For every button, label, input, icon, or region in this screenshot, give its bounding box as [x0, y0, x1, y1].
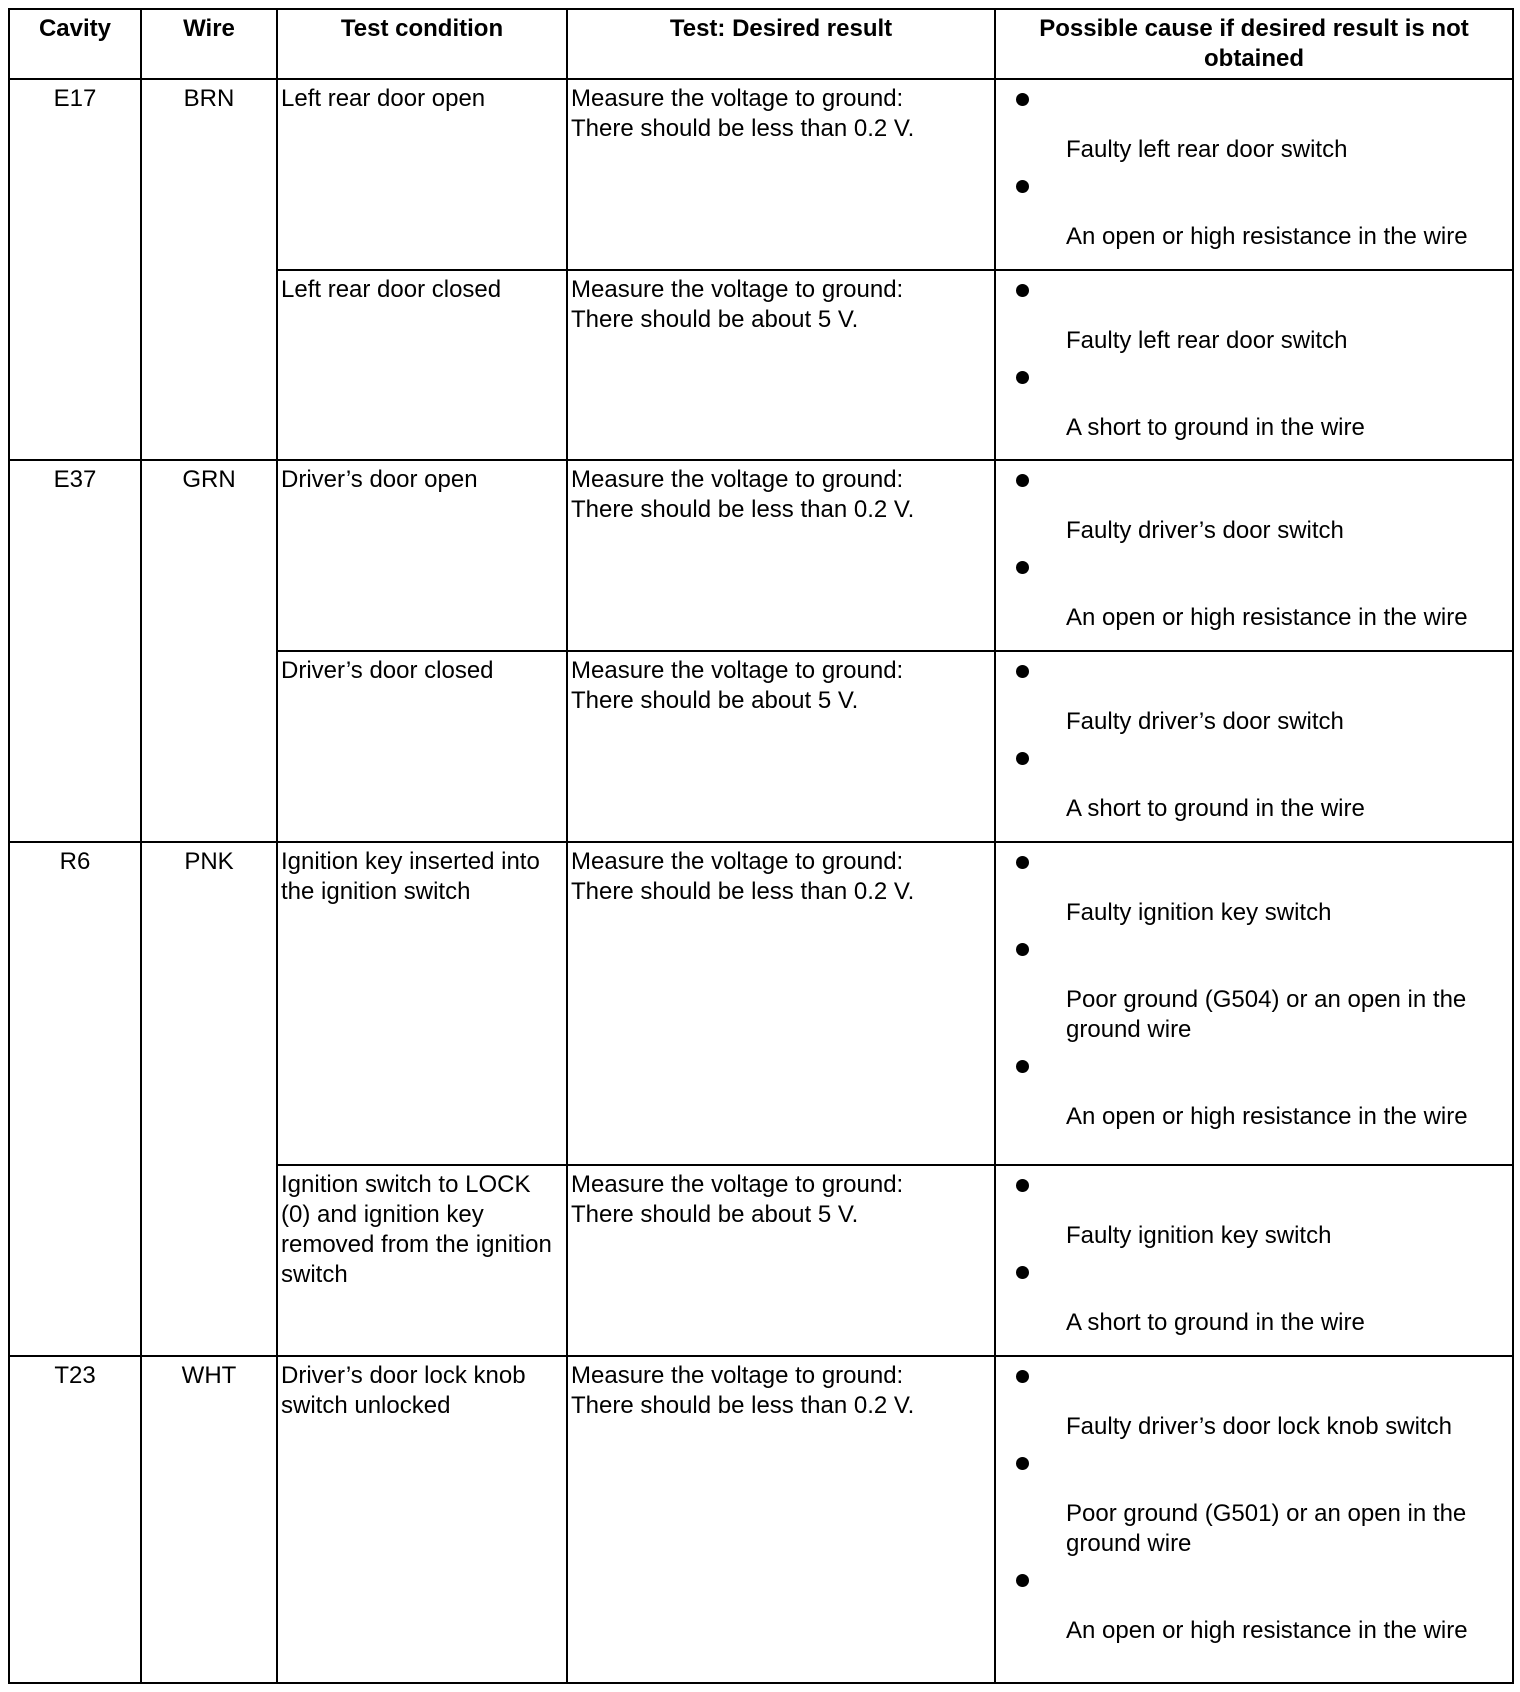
desired-result-cell — [567, 79, 995, 270]
possible-cause-cell — [995, 651, 1513, 842]
bullet-icon — [1016, 474, 1029, 487]
desired-result-line: There should be less than 0.2 V. — [571, 877, 915, 905]
desired-result-line: There should be about 5 V. — [571, 1201, 859, 1229]
desired-result-cell — [567, 1356, 995, 1683]
desired-result-line: Measure the voltage to ground: — [571, 275, 904, 303]
cause-text: A short to ground in the wire — [1066, 413, 1365, 441]
desired-result-cell — [567, 1165, 995, 1356]
bullet-icon — [1016, 752, 1029, 765]
bullet-icon — [1016, 943, 1029, 956]
desired-result-cell — [567, 842, 995, 1165]
header-test-result: Test: Desired result — [567, 9, 995, 79]
cavity-cell: R6 — [9, 842, 141, 1356]
cause-text: Poor ground (G501) or an open in the ground wire — [1066, 1499, 1467, 1557]
cause-text: Faulty driver’s door switch — [1066, 517, 1344, 545]
cause-item — [1016, 167, 1512, 252]
desired-result-line: Measure the voltage to ground: — [571, 847, 904, 875]
table-body — [9, 79, 1513, 1683]
table-row — [9, 79, 1513, 270]
header-row — [9, 9, 1513, 79]
bullet-icon — [1016, 180, 1029, 193]
cause-text: Faulty ignition key switch — [1066, 898, 1332, 926]
possible-cause-cell — [995, 1356, 1513, 1683]
cavity-cell: E17 — [9, 79, 141, 460]
wire-cell: PNK — [141, 842, 277, 1356]
cause-item — [1016, 1047, 1512, 1132]
cause-item — [1016, 652, 1512, 737]
header-test-condition: Test condition — [277, 9, 567, 79]
header-cavity: Cavity — [9, 9, 141, 79]
bullet-icon — [1016, 561, 1029, 574]
cause-item — [1016, 271, 1512, 356]
cause-item — [1016, 1253, 1512, 1338]
desired-result-line: There should be about 5 V. — [571, 687, 859, 715]
desired-result-cell — [567, 651, 995, 842]
cause-item — [1016, 739, 1512, 824]
diagnostic-table-sheet — [8, 8, 1512, 1684]
cause-item — [1016, 548, 1512, 633]
cavity-cell: E37 — [9, 460, 141, 841]
test-condition-cell: Ignition switch to LOCK (0) and ignition key removed from the ignition switch — [277, 1165, 567, 1356]
desired-result-line: There should be less than 0.2 V. — [571, 115, 915, 142]
possible-cause-cell — [995, 270, 1513, 461]
test-condition-cell: Driver’s door lock knob switch unlocked — [277, 1356, 567, 1683]
test-condition-cell: Driver’s door open — [277, 460, 567, 651]
cause-text: Faulty left rear door switch — [1066, 136, 1348, 163]
possible-cause-cell — [995, 1165, 1513, 1356]
cause-item — [1016, 1166, 1512, 1251]
cause-item — [1016, 1444, 1512, 1559]
diagnostic-table — [8, 8, 1514, 1684]
cause-item — [1016, 1357, 1512, 1442]
table-row — [9, 842, 1513, 1165]
desired-result-cell — [567, 270, 995, 461]
bullet-icon — [1016, 371, 1029, 384]
cause-item — [1016, 843, 1512, 928]
bullet-icon — [1016, 665, 1029, 678]
cause-text: An open or high resistance in the wire — [1066, 604, 1468, 632]
bullet-icon — [1016, 284, 1029, 297]
cause-text: An open or high resistance in the wire — [1066, 1616, 1468, 1644]
header-possible-cause: Possible cause if desired result is not obtained — [995, 9, 1513, 79]
desired-result-line: Measure the voltage to ground: — [571, 657, 904, 685]
table-row — [9, 460, 1513, 651]
bullet-icon — [1016, 1266, 1029, 1279]
table-row — [9, 1356, 1513, 1683]
bullet-icon — [1016, 856, 1029, 869]
test-condition-cell: Left rear door open — [277, 79, 567, 270]
bullet-icon — [1016, 1574, 1029, 1587]
test-condition-cell: Driver’s door closed — [277, 651, 567, 842]
desired-result-line: Measure the voltage to ground: — [571, 85, 904, 112]
desired-result-line: There should be less than 0.2 V. — [571, 1391, 915, 1419]
cause-text: Faulty left rear door switch — [1066, 326, 1348, 354]
header-wire: Wire — [141, 9, 277, 79]
wire-cell: BRN — [141, 79, 277, 460]
cause-item — [1016, 930, 1512, 1045]
bullet-icon — [1016, 93, 1029, 106]
cause-text: An open or high resistance in the wire — [1066, 1102, 1468, 1130]
test-condition-cell: Ignition key inserted into the ignition switch — [277, 842, 567, 1165]
wire-cell: GRN — [141, 460, 277, 841]
desired-result-line: There should be less than 0.2 V. — [571, 496, 915, 524]
desired-result-line: Measure the voltage to ground: — [571, 466, 904, 494]
desired-result-cell — [567, 460, 995, 651]
table-header — [9, 9, 1513, 79]
cause-text: A short to ground in the wire — [1066, 795, 1365, 823]
cause-text: Faulty ignition key switch — [1066, 1222, 1332, 1250]
possible-cause-cell — [995, 79, 1513, 270]
cause-item — [1016, 80, 1512, 165]
cause-text: Faulty driver’s door switch — [1066, 708, 1344, 736]
cause-text: Faulty driver’s door lock knob switch — [1066, 1412, 1452, 1440]
cause-text: A short to ground in the wire — [1066, 1309, 1365, 1337]
bullet-icon — [1016, 1370, 1029, 1383]
bullet-icon — [1016, 1060, 1029, 1073]
cavity-cell: T23 — [9, 1356, 141, 1683]
desired-result-line: Measure the voltage to ground: — [571, 1171, 904, 1199]
cause-item — [1016, 1561, 1512, 1646]
wire-cell: WHT — [141, 1356, 277, 1683]
cause-text: An open or high resistance in the wire — [1066, 223, 1468, 250]
cause-text: Poor ground (G504) or an open in the ground wire — [1066, 985, 1467, 1043]
cause-item — [1016, 461, 1512, 546]
possible-cause-cell — [995, 460, 1513, 651]
cause-item — [1016, 358, 1512, 443]
bullet-icon — [1016, 1179, 1029, 1192]
possible-cause-cell — [995, 842, 1513, 1165]
test-condition-cell: Left rear door closed — [277, 270, 567, 461]
bullet-icon — [1016, 1457, 1029, 1470]
desired-result-line: Measure the voltage to ground: — [571, 1361, 904, 1389]
desired-result-line: There should be about 5 V. — [571, 305, 859, 333]
